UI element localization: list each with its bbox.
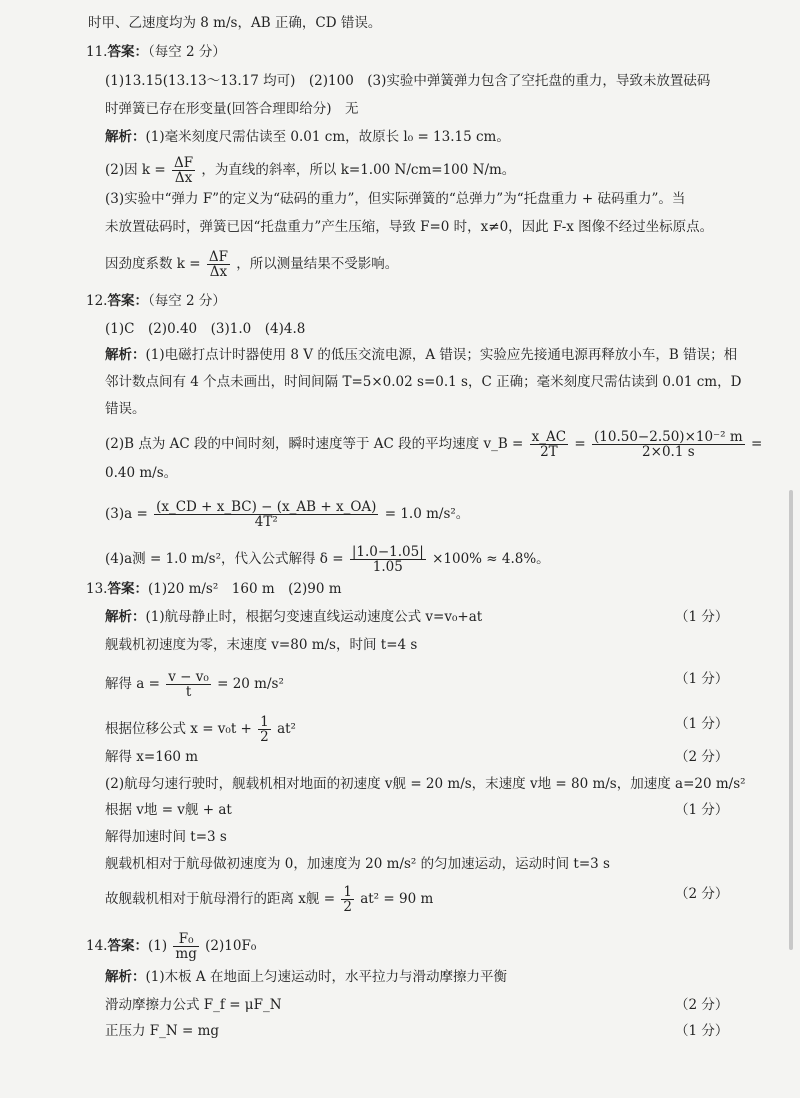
fraction: $\frac{1}{2}$ xyxy=(260,714,269,745)
analysis-line: 正压力 F_N = mg xyxy=(105,1023,220,1039)
score-label: （1 分） xyxy=(675,1023,729,1039)
fraction: $\frac{\text{F₀}}{mg}$ xyxy=(175,931,197,962)
score-label: （2 分） xyxy=(675,886,729,902)
fraction: $\frac{\Delta F}{\Delta x}$ xyxy=(174,155,194,186)
analysis-line: (4)a测 = 1.0 m/s²，代入公式解得 δ = $\frac{|1.0-1.05|}{1.05}$ ×100% ≈ 4.8%。 xyxy=(105,544,550,575)
score-label: （1 分） xyxy=(675,671,729,687)
question-14-header: 14.答案：(1) $\frac{\text{F₀}}{mg}$ (2)10F₀ xyxy=(86,931,257,962)
analysis-line: 未放置砝码时，弹簧已因“托盘重力”产生压缩，导致 F=0 时，x≠0，因此 F-x 图像不经过坐标原点。 xyxy=(105,219,714,235)
analysis-line: 解析：(1)毫米刻度尺需估读至 0.01 cm，故原长 l₀ = 13.15 cm。 xyxy=(105,129,510,145)
analysis-line: 舰载机相对于航母做初速度为 0，加速度为 20 m/s² 的匀加速运动，运动时间 t=3 s xyxy=(105,856,610,872)
analysis-line: 因劲度系数 k = $\frac{\Delta F}{\Delta x}$ ，所以测量结果不受影响。 xyxy=(105,249,399,280)
question-11-header: 11.答案：（每空 2 分） xyxy=(86,44,226,60)
analysis-line: 解得 a = $\frac{\text{v − v₀}}{t}$ = 20 m/s² xyxy=(105,669,284,700)
fraction: $\frac{\text{(10.50−2.50)×10⁻² m}}{2\times 0.1 s}$ xyxy=(594,429,743,460)
fraction: $\frac{\Delta F}{\Delta x}$ xyxy=(208,249,228,280)
analysis-line: 错误。 xyxy=(105,401,146,417)
analysis-line: 解析：(1)电磁打点计时器使用 8 V 的低压交流电源，A 错误；实验应先接通电源再释放小车，B 错误；相 xyxy=(105,347,738,363)
text-line: 时甲、乙速度均为 8 m/s，AB 正确，CD 错误。 xyxy=(88,15,382,31)
analysis-line: 舰载机初速度为零，末速度 v=80 m/s，时间 t=4 s xyxy=(105,637,418,653)
answer-line: (1)13.15(13.13～13.17 均可) (2)100 (3)实验中弹簧弹力包含了空托盘的重力，导致未放置砝码 xyxy=(105,73,711,89)
analysis-line: 0.40 m/s。 xyxy=(105,465,178,481)
fraction: $\frac{1}{2}$ xyxy=(343,884,352,915)
score-label: （2 分） xyxy=(675,749,729,765)
scrollbar[interactable] xyxy=(789,490,793,950)
analysis-line: (3)a = $\frac{(x\_CD + x\_BC) - (x\_AB + x\_OA)}{\text{4T²}}$ = 1.0 m/s²。 xyxy=(105,499,470,530)
analysis-line: 邻计数点间有 4 个点未画出，时间间隔 T=5×0.02 s=0.1 s，C 正确；毫米刻度尺需估读到 0.01 cm，D xyxy=(105,374,742,390)
score-label: （1 分） xyxy=(675,802,729,818)
analysis-line: 滑动摩擦力公式 F_f = μF_N xyxy=(105,997,282,1013)
analysis-line: (2)B 点为 AC 段的中间时刻，瞬时速度等于 AC 段的平均速度 v_B = $\frac{x\_AC}{2T}$ = $\frac{\text{(10.50−2.50)×10⁻² m}}{2\times 0.1 s}$ = xyxy=(105,429,763,460)
score-label: （1 分） xyxy=(675,609,729,625)
analysis-line: 根据位移公式 x = v₀t + $\frac{1}{2}$ at² xyxy=(105,714,296,745)
analysis-line: 根据 v地 = v舰 + at xyxy=(105,802,232,818)
fraction: $\frac{(x\_CD + x\_BC) - (x\_AB + x\_OA)}{\text{4T²}}$ xyxy=(156,499,377,530)
score-label: （2 分） xyxy=(675,997,729,1013)
question-12-header: 12.答案：（每空 2 分） xyxy=(86,293,226,309)
question-13-header: 13.答案：(1)20 m/s² 160 m (2)90 m xyxy=(86,581,342,597)
analysis-line: (2)航母匀速行驶时，舰载机相对地面的初速度 v舰 = 20 m/s，末速度 v地 = 80 m/s，加速度 a=20 m/s² xyxy=(105,776,746,792)
analysis-line: 解析：(1)航母静止时，根据匀变速直线运动速度公式 v=v₀+at xyxy=(105,609,483,625)
fraction: $\frac{|1.0-1.05|}{1.05}$ xyxy=(351,544,424,575)
fraction: $\frac{\text{v − v₀}}{t}$ xyxy=(168,669,209,700)
analysis-line: 故舰载机相对于航母滑行的距离 x舰 = $\frac{1}{2}$ at² = 90 m xyxy=(105,884,434,915)
analysis-line: 解得加速时间 t=3 s xyxy=(105,829,227,845)
analysis-line: (2)因 k = $\frac{\Delta F}{\Delta x}$ ，为直线的斜率，所以 k=1.00 N/cm=100 N/m。 xyxy=(105,155,516,186)
score-label: （1 分） xyxy=(675,716,729,732)
answer-line: 时弹簧已存在形变量(回答合理即给分) 无 xyxy=(105,101,359,117)
fraction: $\frac{x\_AC}{2T}$ xyxy=(531,429,567,460)
answer-line: (1)C (2)0.40 (3)1.0 (4)4.8 xyxy=(105,321,306,337)
analysis-line: 解析：(1)木板 A 在地面上匀速运动时，水平拉力与滑动摩擦力平衡 xyxy=(105,969,507,985)
analysis-line: (3)实验中“弹力 F”的定义为“砝码的重力”，但实际弹簧的“总弹力”为“托盘重力 + 砝码重力”。当 xyxy=(105,191,686,207)
analysis-line: 解得 x=160 m xyxy=(105,749,199,765)
